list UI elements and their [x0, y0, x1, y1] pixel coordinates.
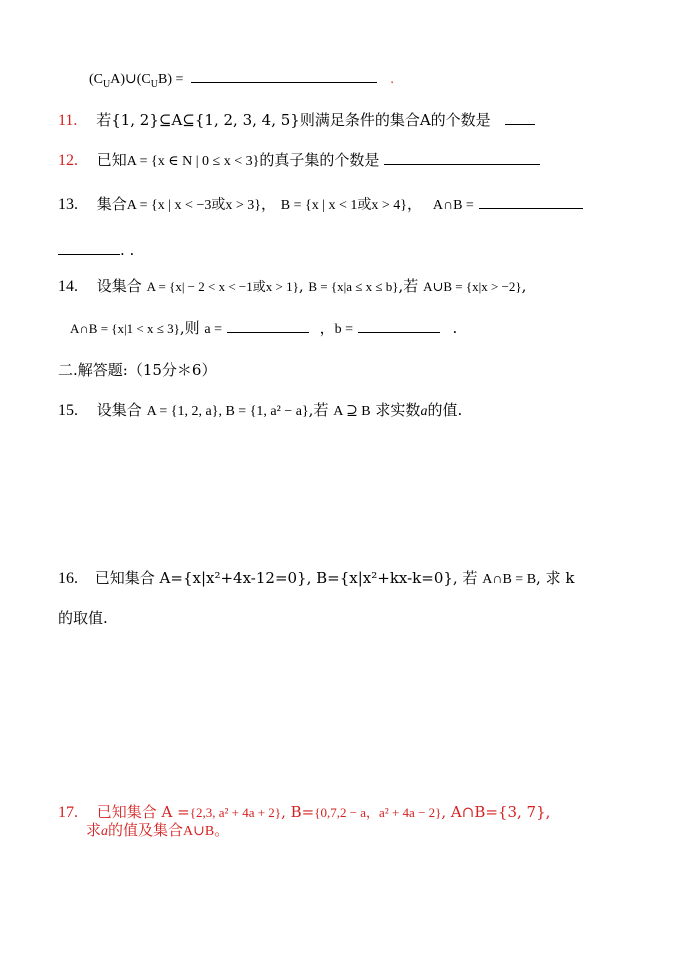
q10-end: B) =	[157, 72, 184, 87]
q17-cont-math-2: A∪B	[183, 824, 215, 839]
q14-math-e: a =	[204, 322, 222, 337]
q16-text-b: , 求 k	[536, 569, 575, 587]
q16-cont-text: 的取值.	[58, 609, 108, 627]
q16-math: A∩B = B	[482, 572, 537, 587]
q14-period: .	[452, 319, 458, 337]
q15-text-d: 的值.	[427, 401, 463, 419]
q17-cont-math: a	[101, 824, 109, 839]
q10-answer-blank[interactable]	[191, 68, 377, 83]
q14-math-b: B = {x|a ≤ x ≤ b}	[308, 279, 399, 294]
q14-math-a: A = {x| − 2 < x < −1或x > 1}	[146, 279, 299, 294]
q13-sep-2: ，	[407, 195, 423, 213]
q17-cont-c: 。	[214, 821, 230, 839]
q11-text: 若{1, 2}⊆A⊆{1, 2, 3, 4, 5}则满足条件的集合A的个数是	[96, 111, 491, 129]
q17-text-c: , A∩B={3, 7},	[441, 803, 551, 821]
q12-math: A = {x ∈ N | 0 ≤ x < 3}	[126, 154, 260, 169]
q14-text-c: ,则	[179, 319, 200, 337]
q15-text-b: ,若	[308, 401, 329, 419]
q10-mid: A)∪(C	[110, 72, 151, 87]
q17-cont-b: 的值及集合	[108, 821, 184, 839]
q10-sub-2: U	[150, 78, 158, 90]
q14-math-d: A∩B = {x|1 < x ≤ 3}	[70, 321, 180, 336]
q10-period: .	[390, 72, 394, 87]
q14-answer-blank-a[interactable]	[227, 318, 309, 333]
section-heading-2	[58, 360, 216, 380]
q15-number: 15.	[58, 402, 78, 419]
q10-sub-1: U	[103, 78, 111, 90]
q17-cont-a: 求	[86, 821, 102, 839]
q13-answer-blank-cont[interactable]	[58, 240, 120, 255]
q14-sep: ,	[298, 277, 304, 295]
q17-math-b: {0,7,2 − a，a² + 4a − 2}	[314, 805, 442, 820]
q16-number: 16.	[58, 570, 78, 587]
q11-line	[58, 110, 535, 131]
q17-text-b: , B=	[281, 803, 315, 821]
q14-sep-2: ,	[521, 277, 527, 295]
q14-answer-blank-b[interactable]	[358, 318, 440, 333]
q14-text-a: 设集合	[96, 277, 142, 295]
q15-math-b: A ⊇ B	[333, 404, 371, 419]
q13-cont-dots: . .	[120, 241, 135, 259]
q14-line	[58, 276, 526, 297]
q11-answer-blank[interactable]	[505, 110, 535, 125]
q17-number: 17.	[58, 804, 78, 821]
q12-text-a: 已知	[96, 151, 127, 169]
q14-number: 14.	[58, 278, 78, 295]
q13-math-a: A = {x | x < −3或x > 3}	[126, 198, 261, 213]
q17-text-a: 已知集合 A =	[96, 803, 190, 821]
q14-sep-3: ，	[319, 319, 335, 337]
q12-number: 12.	[58, 152, 78, 169]
q15-math-c: a	[420, 404, 428, 419]
q11-number: 11.	[58, 112, 78, 129]
q13-line	[58, 194, 583, 216]
q13-continuation	[58, 240, 134, 260]
q14-math-f: b =	[334, 322, 353, 337]
q14-text-b: ,若	[398, 277, 419, 295]
q13-math-b: B = {x | x < 1或x > 4}	[280, 198, 408, 213]
q15-math-a: A = {1, 2, a}, B = {1, a² − a}	[146, 404, 309, 419]
q16-continuation	[58, 608, 108, 628]
q15-text-a: 设集合	[96, 401, 142, 419]
q15-line	[58, 400, 462, 422]
q12-answer-blank[interactable]	[384, 150, 540, 165]
q13-number: 13.	[58, 196, 78, 213]
q13-answer-blank[interactable]	[479, 194, 583, 209]
q14-math-c: A∪B = {x|x > −2}	[423, 279, 522, 294]
q14-continuation	[70, 318, 457, 340]
section-2-title: 二.解答题:（15分＊6）	[58, 361, 217, 379]
q10-expr: (C	[89, 72, 103, 87]
q10-line	[89, 68, 394, 95]
q13-text-a: 集合	[96, 195, 127, 213]
q17-continuation	[86, 820, 229, 842]
q13-sep: ，	[260, 195, 276, 213]
q12-text-b: 的真子集的个数是	[259, 151, 380, 169]
q16-text-a: 已知集合 A={x|x²+4x-12=0}, B={x|x²+kx-k=0}, 若	[94, 569, 478, 587]
q17-math-a: {2,3, a² + 4a + 2}	[189, 805, 282, 820]
q13-math-c: A∩B =	[432, 198, 474, 213]
q12-line	[58, 150, 540, 172]
q16-line	[58, 568, 574, 590]
q15-text-c: 求实数	[375, 401, 421, 419]
